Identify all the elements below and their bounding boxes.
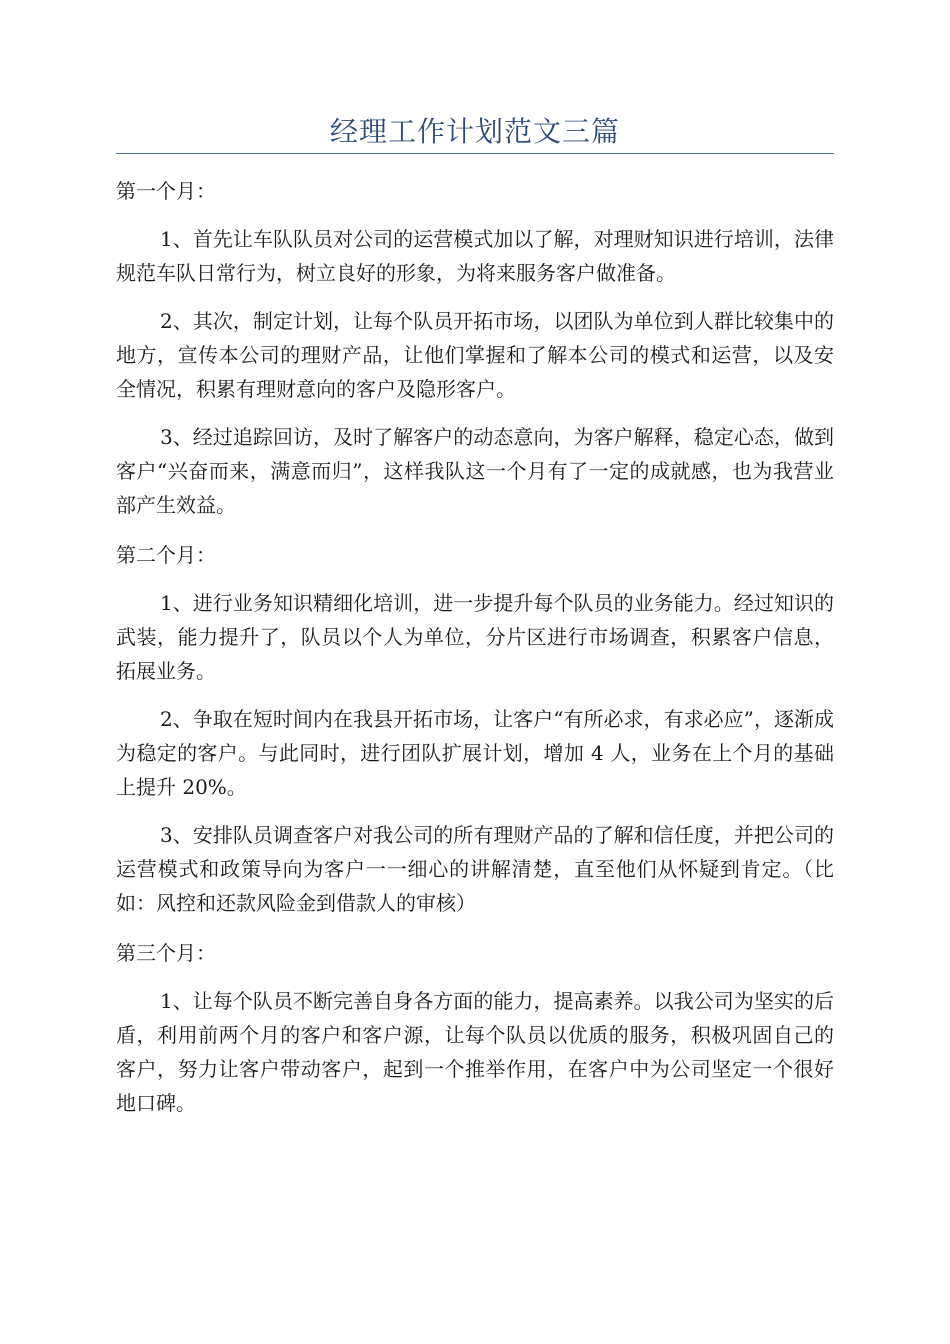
document-title: 经理工作计划范文三篇 [329, 115, 620, 148]
title-underline [116, 153, 834, 154]
paragraph: 1、进行业务知识精细化培训，进一步提升每个队员的业务能力。经过知识的武装，能力提升了，队员以个人为单位，分片区进行市场调查，积累客户信息，拓展业务。 [116, 591, 834, 683]
paragraph: 1、首先让车队队员对公司的运营模式加以了解，对理财知识进行培训，法律规范车队日常行为，树立良好的形象，为将来服务客户做准备。 [116, 227, 834, 285]
section-heading: 第二个月： [116, 543, 216, 567]
section-month-1 [116, 174, 834, 522]
document-body [116, 158, 834, 1134]
paragraph: 3、安排队员调查客户对我公司的所有理财产品的了解和信任度，并把公司的运营模式和政策导向为客户一一细心的讲解清楚，直至他们从怀疑到肯定。（比如：风控和还款风险金到借款人的审核） [116, 823, 834, 915]
section-heading: 第三个月： [116, 941, 216, 965]
section-month-3 [116, 936, 834, 1120]
paragraph: 3、经过追踪回访，及时了解客户的动态意向，为客户解释，稳定心态，做到客户“兴奋而来，满意而归”，这样我队这一个月有了一定的成就感，也为我营业部产生效益。 [116, 425, 834, 517]
paragraph: 1、让每个队员不断完善自身各方面的能力，提高素养。以我公司为坚实的后盾，利用前两个月的客户和客户源，让每个队员以优质的服务，积极巩固自己的客户，努力让客户带动客户，起到一个推举作用，在客户中为公司坚定一个很好地口碑。 [116, 989, 834, 1115]
paragraph: 2、其次，制定计划，让每个队员开拓市场，以团队为单位到人群比较集中的地方，宣传本公司的理财产品，让他们掌握和了解本公司的模式和运营，以及安全情况，积累有理财意向的客户及隐形客户。 [116, 309, 834, 401]
paragraph: 2、争取在短时间内在我县开拓市场，让客户“有所必求，有求必应”，逐渐成为稳定的客户。与此同时，进行团队扩展计划，增加 4 人，业务在上个月的基础上提升 20%。 [116, 707, 834, 799]
section-heading: 第一个月： [116, 179, 216, 203]
section-month-2 [116, 538, 834, 920]
